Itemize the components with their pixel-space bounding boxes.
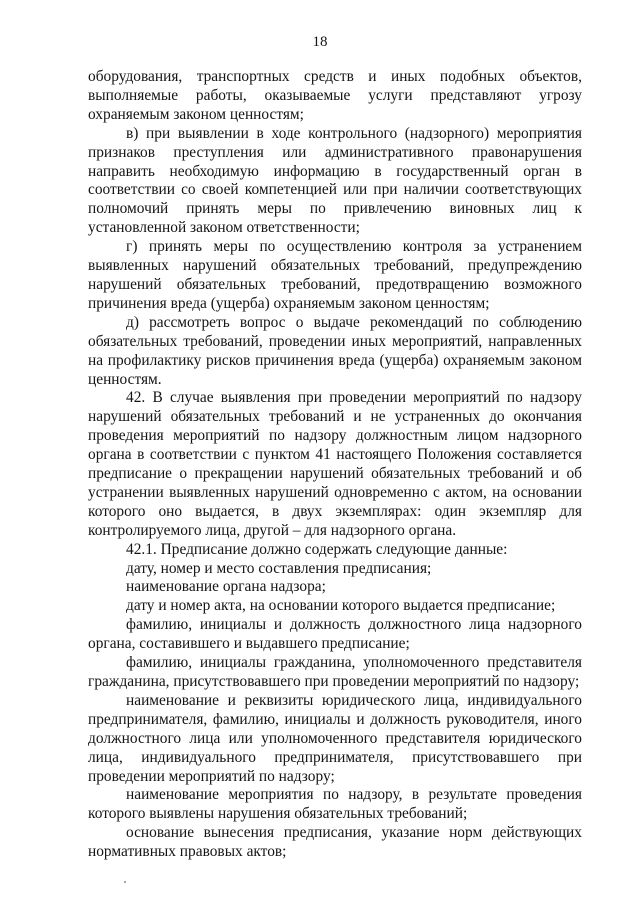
list-item: фамилию, инициалы гражданина, уполномоченного представителя гражданина, присутствовавшего при проведении мероприятий по надзору;	[88, 654, 582, 690]
paragraph-item-42: 42. В случае выявления при проведении мероприятий по надзору нарушений обязательных требований и не устраненных до окончания проведения мероприятий по надзору должностным лицом надзорного органа в соответствии с пунктом 41 настоящего Положения составляется предписание о прекращении нарушений обязательных требований и об устранении выявленных нарушений одновременно с актом, на основании которого оно выдается, в двух экземплярах: один экземпляр для контролируемого лица, другой – для надзорного органа.	[88, 389, 582, 539]
paragraph-item-42-1: 42.1. Предписание должно содержать следующие данные:	[126, 540, 508, 558]
paragraph-item-d: д) рассмотреть вопрос о выдаче рекомендаций по соблюдению обязательных требований, проведении иных мероприятий, направленных на профилактику рисков причинения вреда (ущерба) охраняемым законом ценностям.	[88, 313, 582, 388]
list-item: дату и номер акта, на основании которого выдается предписание;	[126, 597, 556, 615]
paragraph-continuation: оборудования, транспортных средств и иных подобных объектов, выполняемые работы, оказываемые услуги представляют угрозу охраняемым законом ценностям;	[88, 68, 582, 123]
list-item: наименование мероприятия по надзору, в результате проведения которого выявлены нарушения обязательных требований;	[88, 786, 582, 823]
list-item: фамилию, инициалы и должность должностного лица надзорного органа, составившего и выдавшего предписание;	[88, 616, 582, 653]
list-item: дату, номер и место составления предписания;	[126, 559, 432, 577]
document-body	[88, 68, 582, 862]
scan-speck	[124, 881, 126, 883]
list-item: наименование и реквизиты юридического лица, индивидуального предпринимателя, фамилию, инициалы и должность руководителя, иного должностного лица или уполномоченного представителя юридического лица, индивидуального предпринимателя, присутствовавшего при проведении мероприятий по надзору;	[88, 691, 582, 785]
page-number: 18	[312, 34, 328, 50]
list-item: наименование органа надзора;	[126, 578, 326, 596]
paragraph-item-v: в) при выявлении в ходе контрольного (надзорного) мероприятия признаков преступления или административного правонарушения направить необходимую информацию в государственный орган в соответствии со своей компетенцией или при наличии соответствующих полномочий принять меры по привлечению виновных лиц к установленной законом ответственности;	[88, 124, 582, 237]
list-item: основание вынесения предписания, указание норм действующих нормативных правовых актов;	[88, 824, 582, 861]
paragraph-item-g: г) принять меры по осуществлению контроля за устранением выявленных нарушений обязательных требований, предупреждению нарушений обязательных требований, предотвращению возможного причинения вреда (ущерба) охраняемым законом ценностям;	[88, 238, 582, 312]
